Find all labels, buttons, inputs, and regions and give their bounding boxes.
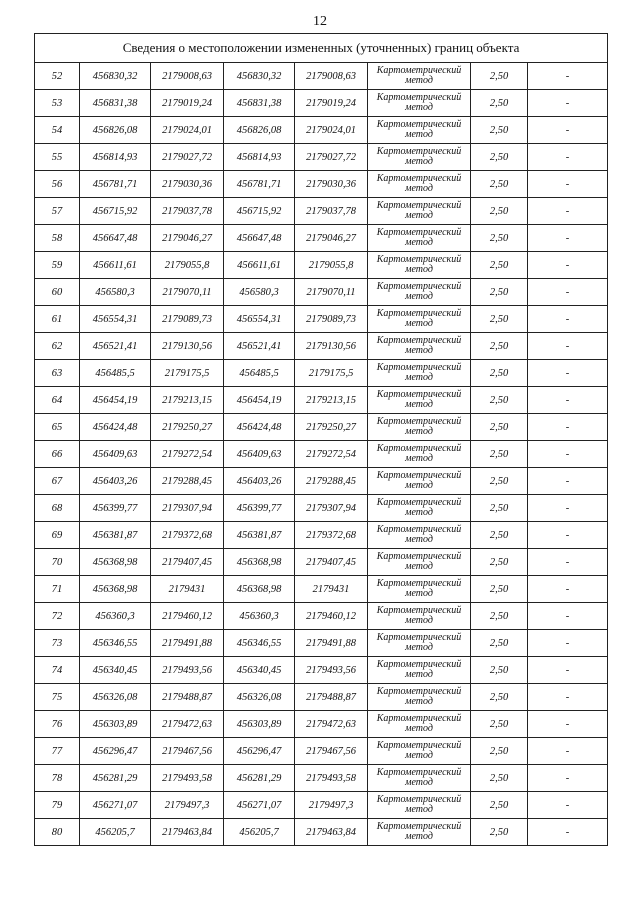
table-row [35, 279, 608, 306]
cell-description: - [528, 522, 608, 549]
cell-y-existing: 2179250,27 [151, 414, 224, 441]
cell-method: Картометрический метод [368, 63, 471, 90]
cell-description: - [528, 90, 608, 117]
table-row [35, 792, 608, 819]
cell-x-refined: 456403,26 [224, 468, 295, 495]
cell-y-refined: 2179491,88 [295, 630, 368, 657]
cell-precision: 2,50 [471, 63, 528, 90]
cell-method: Картометрический метод [368, 252, 471, 279]
cell-x-existing: 456554,31 [80, 306, 151, 333]
cell-description: - [528, 792, 608, 819]
cell-point-number: 54 [35, 117, 80, 144]
cell-description: - [528, 819, 608, 846]
cell-precision: 2,50 [471, 549, 528, 576]
cell-x-refined: 456554,31 [224, 306, 295, 333]
table-row [35, 657, 608, 684]
cell-precision: 2,50 [471, 765, 528, 792]
cell-y-refined: 2179030,36 [295, 171, 368, 198]
cell-y-refined: 2179008,63 [295, 63, 368, 90]
cell-y-refined: 2179175,5 [295, 360, 368, 387]
cell-x-refined: 456205,7 [224, 819, 295, 846]
cell-y-existing: 2179463,84 [151, 819, 224, 846]
cell-point-number: 66 [35, 441, 80, 468]
table-row [35, 387, 608, 414]
cell-precision: 2,50 [471, 630, 528, 657]
cell-method: Картометрический метод [368, 630, 471, 657]
cell-x-existing: 456647,48 [80, 225, 151, 252]
cell-point-number: 79 [35, 792, 80, 819]
cell-x-refined: 456368,98 [224, 576, 295, 603]
table-row [35, 171, 608, 198]
cell-y-existing: 2179460,12 [151, 603, 224, 630]
cell-x-refined: 456346,55 [224, 630, 295, 657]
cell-x-existing: 456303,89 [80, 711, 151, 738]
cell-y-refined: 2179213,15 [295, 387, 368, 414]
cell-method: Картометрический метод [368, 738, 471, 765]
cell-y-existing: 2179491,88 [151, 630, 224, 657]
cell-x-existing: 456368,98 [80, 549, 151, 576]
cell-x-refined: 456826,08 [224, 117, 295, 144]
cell-method: Картометрический метод [368, 171, 471, 198]
cell-x-existing: 456521,41 [80, 333, 151, 360]
cell-y-refined: 2179130,56 [295, 333, 368, 360]
cell-point-number: 73 [35, 630, 80, 657]
cell-y-existing: 2179497,3 [151, 792, 224, 819]
cell-y-existing: 2179431 [151, 576, 224, 603]
table-row [35, 441, 608, 468]
cell-precision: 2,50 [471, 603, 528, 630]
cell-y-existing: 2179493,56 [151, 657, 224, 684]
cell-description: - [528, 495, 608, 522]
cell-y-refined: 2179089,73 [295, 306, 368, 333]
cell-y-existing: 2179488,87 [151, 684, 224, 711]
cell-method: Картометрический метод [368, 549, 471, 576]
cell-precision: 2,50 [471, 90, 528, 117]
cell-y-existing: 2179008,63 [151, 63, 224, 90]
cell-y-refined: 2179493,58 [295, 765, 368, 792]
cell-precision: 2,50 [471, 576, 528, 603]
cell-x-existing: 456485,5 [80, 360, 151, 387]
cell-method: Картометрический метод [368, 576, 471, 603]
table-body [35, 34, 608, 846]
table-row [35, 738, 608, 765]
cell-precision: 2,50 [471, 117, 528, 144]
cell-precision: 2,50 [471, 495, 528, 522]
cell-x-existing: 456454,19 [80, 387, 151, 414]
cell-precision: 2,50 [471, 657, 528, 684]
cell-y-existing: 2179372,68 [151, 522, 224, 549]
cell-precision: 2,50 [471, 792, 528, 819]
cell-method: Картометрический метод [368, 306, 471, 333]
cell-point-number: 77 [35, 738, 80, 765]
cell-x-refined: 456715,92 [224, 198, 295, 225]
cell-y-existing: 2179407,45 [151, 549, 224, 576]
cell-y-refined: 2179372,68 [295, 522, 368, 549]
cell-x-existing: 456424,48 [80, 414, 151, 441]
cell-method: Картометрический метод [368, 522, 471, 549]
cell-description: - [528, 630, 608, 657]
cell-point-number: 56 [35, 171, 80, 198]
cell-y-existing: 2179472,63 [151, 711, 224, 738]
cell-method: Картометрический метод [368, 765, 471, 792]
cell-x-existing: 456296,47 [80, 738, 151, 765]
table-title: Сведения о местоположении измененных (уточненных) границ объекта [35, 34, 608, 63]
cell-precision: 2,50 [471, 711, 528, 738]
cell-y-existing: 2179467,56 [151, 738, 224, 765]
cell-point-number: 65 [35, 414, 80, 441]
cell-method: Картометрический метод [368, 468, 471, 495]
cell-point-number: 74 [35, 657, 80, 684]
cell-precision: 2,50 [471, 198, 528, 225]
cell-description: - [528, 117, 608, 144]
cell-point-number: 72 [35, 603, 80, 630]
cell-y-existing: 2179130,56 [151, 333, 224, 360]
cell-method: Картометрический метод [368, 279, 471, 306]
cell-description: - [528, 414, 608, 441]
cell-x-existing: 456281,29 [80, 765, 151, 792]
cell-x-refined: 456611,61 [224, 252, 295, 279]
cell-x-existing: 456360,3 [80, 603, 151, 630]
cell-x-existing: 456580,3 [80, 279, 151, 306]
cell-method: Картометрический метод [368, 360, 471, 387]
cell-y-existing: 2179019,24 [151, 90, 224, 117]
cell-x-existing: 456346,55 [80, 630, 151, 657]
cell-description: - [528, 279, 608, 306]
cell-x-existing: 456830,32 [80, 63, 151, 90]
cell-y-refined: 2179431 [295, 576, 368, 603]
cell-y-refined: 2179472,63 [295, 711, 368, 738]
cell-y-existing: 2179272,54 [151, 441, 224, 468]
cell-method: Картометрический метод [368, 117, 471, 144]
cell-y-refined: 2179250,27 [295, 414, 368, 441]
cell-method: Картометрический метод [368, 684, 471, 711]
cell-precision: 2,50 [471, 144, 528, 171]
cell-x-existing: 456326,08 [80, 684, 151, 711]
cell-precision: 2,50 [471, 414, 528, 441]
cell-x-refined: 456485,5 [224, 360, 295, 387]
cell-x-refined: 456454,19 [224, 387, 295, 414]
boundary-coordinates-table [34, 33, 608, 846]
cell-y-refined: 2179407,45 [295, 549, 368, 576]
cell-x-refined: 456781,71 [224, 171, 295, 198]
cell-y-refined: 2179463,84 [295, 819, 368, 846]
cell-y-refined: 2179046,27 [295, 225, 368, 252]
table-row [35, 360, 608, 387]
cell-y-existing: 2179307,94 [151, 495, 224, 522]
table-row [35, 252, 608, 279]
cell-precision: 2,50 [471, 279, 528, 306]
cell-precision: 2,50 [471, 171, 528, 198]
table-row [35, 603, 608, 630]
cell-precision: 2,50 [471, 225, 528, 252]
cell-y-refined: 2179460,12 [295, 603, 368, 630]
table-row [35, 819, 608, 846]
cell-x-existing: 456381,87 [80, 522, 151, 549]
cell-point-number: 59 [35, 252, 80, 279]
cell-y-refined: 2179307,94 [295, 495, 368, 522]
cell-point-number: 70 [35, 549, 80, 576]
cell-x-existing: 456715,92 [80, 198, 151, 225]
cell-x-existing: 456781,71 [80, 171, 151, 198]
cell-point-number: 71 [35, 576, 80, 603]
table-row [35, 117, 608, 144]
cell-method: Картометрический метод [368, 603, 471, 630]
cell-x-existing: 456205,7 [80, 819, 151, 846]
cell-precision: 2,50 [471, 306, 528, 333]
cell-method: Картометрический метод [368, 711, 471, 738]
cell-y-existing: 2179070,11 [151, 279, 224, 306]
table-row [35, 549, 608, 576]
cell-point-number: 61 [35, 306, 80, 333]
cell-x-existing: 456368,98 [80, 576, 151, 603]
cell-x-refined: 456271,07 [224, 792, 295, 819]
cell-precision: 2,50 [471, 819, 528, 846]
cell-precision: 2,50 [471, 468, 528, 495]
cell-x-refined: 456521,41 [224, 333, 295, 360]
cell-point-number: 52 [35, 63, 80, 90]
cell-x-existing: 456340,45 [80, 657, 151, 684]
cell-y-existing: 2179055,8 [151, 252, 224, 279]
cell-y-existing: 2179030,36 [151, 171, 224, 198]
cell-y-existing: 2179288,45 [151, 468, 224, 495]
cell-method: Картометрический метод [368, 198, 471, 225]
cell-point-number: 69 [35, 522, 80, 549]
cell-method: Картометрический метод [368, 792, 471, 819]
cell-x-refined: 456340,45 [224, 657, 295, 684]
cell-description: - [528, 576, 608, 603]
cell-point-number: 63 [35, 360, 80, 387]
table-row [35, 684, 608, 711]
cell-method: Картометрический метод [368, 333, 471, 360]
cell-x-refined: 456580,3 [224, 279, 295, 306]
cell-x-refined: 456296,47 [224, 738, 295, 765]
cell-description: - [528, 441, 608, 468]
cell-description: - [528, 765, 608, 792]
cell-x-existing: 456409,63 [80, 441, 151, 468]
cell-x-existing: 456826,08 [80, 117, 151, 144]
table-row [35, 63, 608, 90]
cell-point-number: 60 [35, 279, 80, 306]
cell-method: Картометрический метод [368, 144, 471, 171]
cell-x-refined: 456830,32 [224, 63, 295, 90]
cell-y-refined: 2179493,56 [295, 657, 368, 684]
cell-method: Картометрический метод [368, 387, 471, 414]
table-row [35, 711, 608, 738]
cell-y-existing: 2179037,78 [151, 198, 224, 225]
table-title-row [35, 34, 608, 63]
cell-point-number: 53 [35, 90, 80, 117]
cell-x-existing: 456814,93 [80, 144, 151, 171]
page-number: 12 [313, 14, 327, 29]
cell-x-refined: 456424,48 [224, 414, 295, 441]
cell-x-refined: 456303,89 [224, 711, 295, 738]
table-row [35, 468, 608, 495]
cell-method: Картометрический метод [368, 819, 471, 846]
cell-method: Картометрический метод [368, 414, 471, 441]
table-row [35, 144, 608, 171]
cell-x-existing: 456399,77 [80, 495, 151, 522]
cell-point-number: 75 [35, 684, 80, 711]
table-row [35, 522, 608, 549]
cell-precision: 2,50 [471, 522, 528, 549]
cell-x-existing: 456403,26 [80, 468, 151, 495]
cell-y-refined: 2179272,54 [295, 441, 368, 468]
cell-x-refined: 456409,63 [224, 441, 295, 468]
cell-x-refined: 456326,08 [224, 684, 295, 711]
cell-description: - [528, 144, 608, 171]
cell-method: Картометрический метод [368, 657, 471, 684]
cell-y-refined: 2179497,3 [295, 792, 368, 819]
cell-y-refined: 2179027,72 [295, 144, 368, 171]
cell-x-refined: 456647,48 [224, 225, 295, 252]
cell-description: - [528, 468, 608, 495]
cell-y-existing: 2179213,15 [151, 387, 224, 414]
cell-precision: 2,50 [471, 738, 528, 765]
cell-y-existing: 2179493,58 [151, 765, 224, 792]
cell-x-refined: 456360,3 [224, 603, 295, 630]
cell-x-refined: 456381,87 [224, 522, 295, 549]
table-row [35, 90, 608, 117]
cell-description: - [528, 198, 608, 225]
cell-precision: 2,50 [471, 684, 528, 711]
cell-description: - [528, 63, 608, 90]
table-row [35, 765, 608, 792]
cell-point-number: 78 [35, 765, 80, 792]
table-row [35, 576, 608, 603]
cell-point-number: 62 [35, 333, 80, 360]
cell-y-refined: 2179019,24 [295, 90, 368, 117]
cell-point-number: 55 [35, 144, 80, 171]
cell-x-existing: 456271,07 [80, 792, 151, 819]
table-row [35, 414, 608, 441]
cell-precision: 2,50 [471, 441, 528, 468]
table-row [35, 495, 608, 522]
cell-description: - [528, 657, 608, 684]
table-row [35, 333, 608, 360]
cell-description: - [528, 225, 608, 252]
table-row [35, 198, 608, 225]
cell-y-existing: 2179089,73 [151, 306, 224, 333]
table-row [35, 630, 608, 657]
cell-y-existing: 2179024,01 [151, 117, 224, 144]
cell-y-refined: 2179467,56 [295, 738, 368, 765]
cell-y-existing: 2179175,5 [151, 360, 224, 387]
cell-x-existing: 456831,38 [80, 90, 151, 117]
cell-precision: 2,50 [471, 360, 528, 387]
cell-y-refined: 2179288,45 [295, 468, 368, 495]
cell-method: Картометрический метод [368, 90, 471, 117]
cell-precision: 2,50 [471, 387, 528, 414]
table-row [35, 225, 608, 252]
cell-point-number: 76 [35, 711, 80, 738]
cell-method: Картометрический метод [368, 441, 471, 468]
cell-y-refined: 2179055,8 [295, 252, 368, 279]
cell-x-refined: 456831,38 [224, 90, 295, 117]
table-row [35, 306, 608, 333]
cell-x-refined: 456368,98 [224, 549, 295, 576]
cell-precision: 2,50 [471, 252, 528, 279]
cell-description: - [528, 549, 608, 576]
cell-description: - [528, 171, 608, 198]
cell-point-number: 67 [35, 468, 80, 495]
cell-x-existing: 456611,61 [80, 252, 151, 279]
cell-x-refined: 456281,29 [224, 765, 295, 792]
cell-description: - [528, 738, 608, 765]
cell-point-number: 68 [35, 495, 80, 522]
cell-x-refined: 456814,93 [224, 144, 295, 171]
cell-description: - [528, 684, 608, 711]
cell-point-number: 58 [35, 225, 80, 252]
cell-description: - [528, 306, 608, 333]
cell-y-refined: 2179488,87 [295, 684, 368, 711]
cell-y-refined: 2179070,11 [295, 279, 368, 306]
cell-description: - [528, 252, 608, 279]
cell-point-number: 64 [35, 387, 80, 414]
cell-point-number: 80 [35, 819, 80, 846]
cell-method: Картометрический метод [368, 225, 471, 252]
cell-description: - [528, 360, 608, 387]
cell-method: Картометрический метод [368, 495, 471, 522]
cell-y-existing: 2179027,72 [151, 144, 224, 171]
cell-point-number: 57 [35, 198, 80, 225]
cell-description: - [528, 387, 608, 414]
cell-x-refined: 456399,77 [224, 495, 295, 522]
cell-precision: 2,50 [471, 333, 528, 360]
cell-description: - [528, 711, 608, 738]
cell-y-refined: 2179037,78 [295, 198, 368, 225]
cell-description: - [528, 603, 608, 630]
cell-description: - [528, 333, 608, 360]
cell-y-refined: 2179024,01 [295, 117, 368, 144]
cell-y-existing: 2179046,27 [151, 225, 224, 252]
